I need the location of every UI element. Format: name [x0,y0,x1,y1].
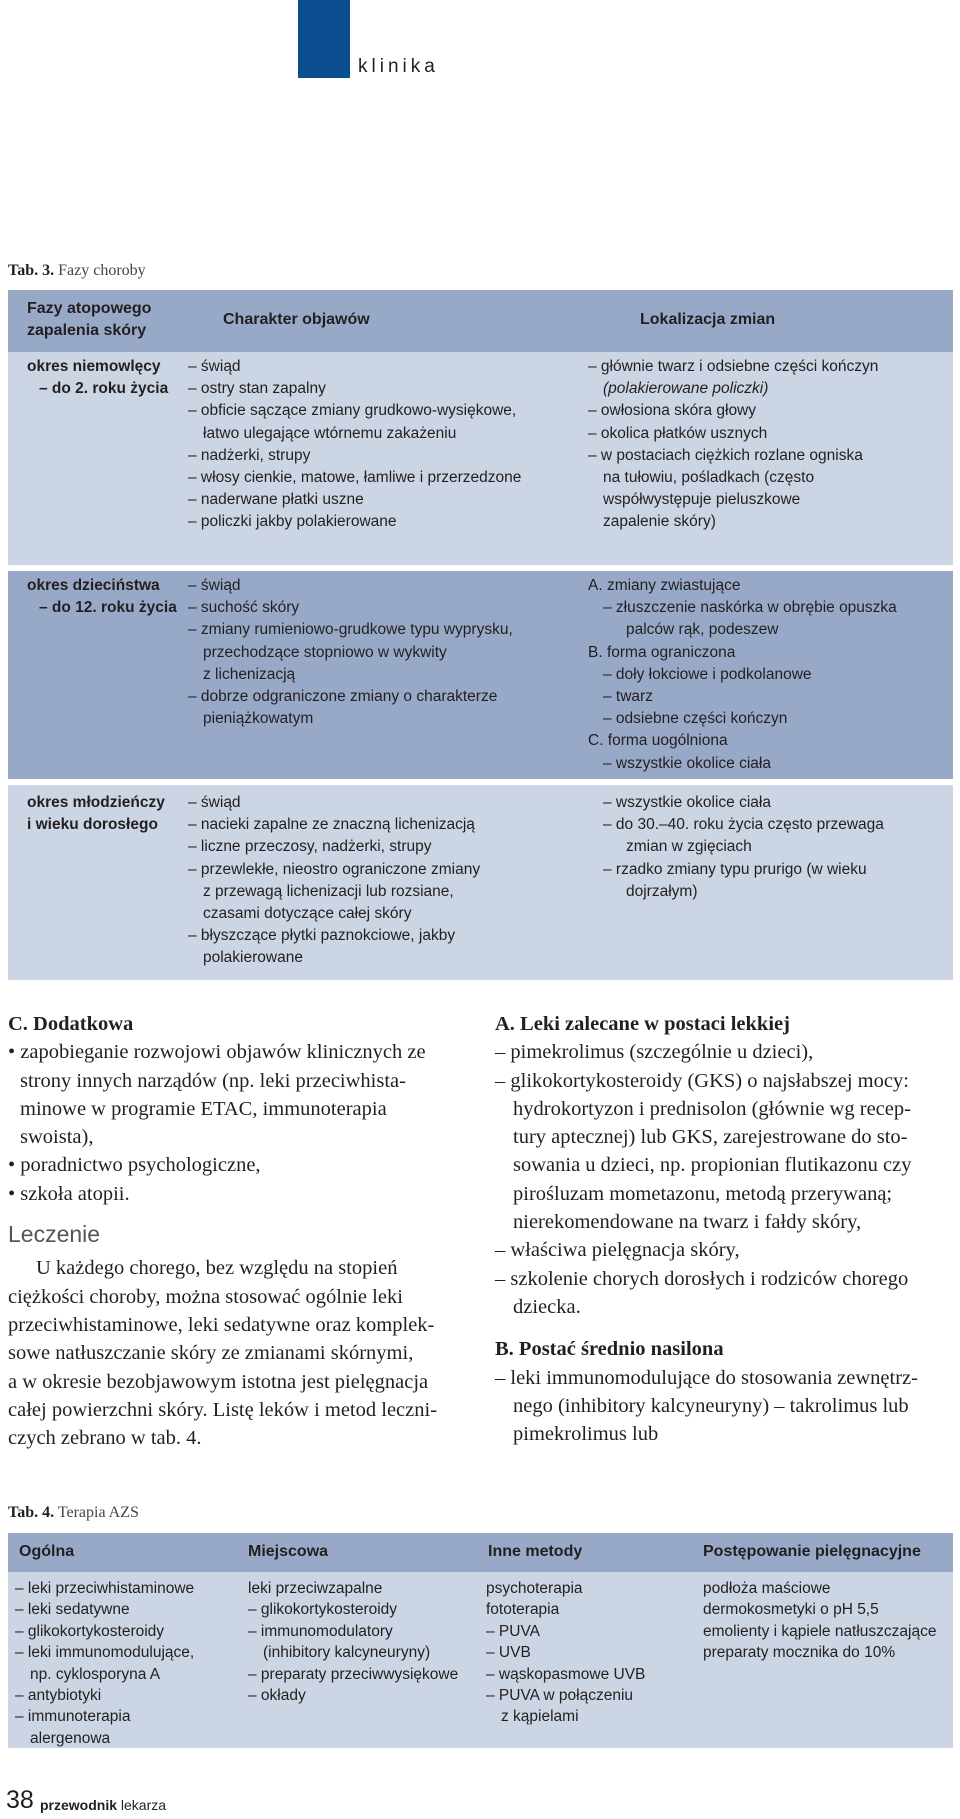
bullet-line: • zapobieganie rozwojowi objawów klinicznych ze [8,1041,426,1064]
location-line: – wszystkie okolice ciała [603,754,771,772]
table3-caption-label: Tab. 3. [8,262,55,279]
location-line: – rzadko zmiany typu prurigo (w wieku [603,860,867,878]
location-line: – odsiebne części kończyn [603,710,788,728]
table3-caption-title: Fazy choroby [58,262,146,279]
symptoms-cell [188,792,588,970]
location-line: – głównie twarz i odsiebne części kończyn [588,358,879,375]
symptom-line: – przewlekłe, nieostro ograniczone zmiany [188,860,481,878]
cell-line: – immunoterapia [15,1708,131,1726]
cell-line: – okłady [248,1687,306,1705]
symptom-line: z przewagą lichenizacji lub rozsiane, [203,882,454,900]
table4-caption-label: Tab. 4. [8,1504,55,1521]
cell-line: – leki sedatywne [15,1601,130,1619]
cell-line: – antybiotyki [15,1687,102,1705]
journal-title-bold: przewodnik [40,1797,118,1813]
cell-line: – leki przeciwhistaminowe [15,1580,195,1597]
table4-therapy [8,1533,953,1748]
cell-line: (inhibitory kalcyneuryny) [263,1644,431,1662]
symptom-line: – obficie sączące zmiany grudkowo-wysiękowe, [188,402,517,420]
table4-caption-title: Terapia AZS [57,1504,139,1521]
phase-line: – do 12. roku życia [39,599,177,617]
location-line: – twarz [603,688,653,706]
phase-line: i wieku dorosłego [27,816,158,834]
col-header-location: Lokalizacja zmian [640,311,776,328]
table4-caption [8,1504,139,1522]
col-header-phase-line: zapalenia skóry [27,322,147,339]
symptom-line: – świąd [188,358,241,375]
col-header-other: Inne metody [488,1543,583,1560]
paragraph-line: całej powierzchni skóry. Listę leków i metod leczni- [8,1398,438,1421]
bullet-line: strony innych narządów (np. leki przeciwhista- [20,1069,406,1092]
location-line: – do 30.–40. roku życia często przewaga [603,816,884,834]
location-line: dojrzałym) [626,882,698,900]
location-cell [588,356,953,534]
symptom-line: polakierowane [203,949,303,967]
symptom-line: przechodzące stopniowo w wykwity [203,643,447,661]
symptom-line: – ostry stan zapalny [188,380,326,398]
col-header-general: Ogólna [19,1543,75,1560]
col-general [15,1578,194,1749]
phase-cell [27,792,197,836]
list-line: – leki immunomodulujące do stosowania zewnętrz- [495,1366,918,1389]
paragraph-line: przeciwhistaminowe, leki sedatywne oraz komplek- [8,1313,435,1336]
symptom-line: pieniążkowatym [203,710,314,728]
page-number: 38 [6,1786,34,1814]
location-line: A. zmiany zwiastujące [588,577,741,594]
row-separator [8,779,953,785]
symptom-line: – zmiany rumieniowo-grudkowe typu wyprysku, [188,621,513,639]
location-line: – w postaciach ciężkich rozlane ogniska [588,446,863,464]
list-line: sowania u dzieci, np. propionian flutikazonu czy [513,1154,912,1177]
location-line: C. forma uogólniona [588,732,728,750]
paragraph-line: a w okresie bezobjawowym istotna jest pielęgnacja [8,1370,429,1393]
cell-line: np. cyklosporyna A [30,1665,161,1683]
phase-line: okres dzieciństwa [27,577,160,594]
symptom-line: – świąd [188,794,241,811]
phase-line: – do 2. roku życia [39,380,169,398]
location-line: – owłosiona skóra głowy [588,402,757,420]
paragraph-line: sowe natłuszczanie skóry ze zmianami skórnymi, [8,1342,414,1365]
location-cell [588,575,953,775]
symptom-line: – suchość skóry [188,599,300,617]
list-line: hydrokortyzon i prednisolon (głównie wg recep- [513,1097,911,1120]
cell-line: – wąskopasmowe UVB [486,1665,646,1683]
symptom-line: – liczne przeczosy, nadżerki, strupy [188,838,432,856]
list-line: – szkolenie chorych dorosłych i rodziców chorego [495,1267,909,1290]
cell-line: – glikokortykosteroidy [15,1622,165,1640]
paragraph-line: czych zebrano w tab. 4. [8,1427,202,1450]
bullet-line: • poradnictwo psychologiczne, [8,1154,261,1177]
symptom-line: – nacieki zapalne ze znaczną lichenizacją [188,816,475,834]
cell-line: – leki immunomodulujące, [15,1644,195,1662]
cell-line: – preparaty przeciwwysiękowe [248,1665,459,1683]
list-line: – pimekrolimus (szczególnie u dzieci), [495,1041,814,1064]
col-care [703,1578,936,1664]
journal-title [40,1797,166,1813]
cell-line: fototerapia [486,1601,560,1619]
list-line: pimekrolimus lub [513,1423,659,1446]
heading-moderate: B. Postać średnio nasilona [495,1338,724,1361]
list-line: – właściwa pielęgnacja skóry, [495,1239,740,1262]
cell-line: z kąpielami [501,1708,579,1726]
list-line: nego (inhibitory kalcyneuryny) – takrolimus lub [513,1394,909,1417]
cell-line: – glikokortykosteroidy [248,1601,398,1619]
symptom-line: – naderwane płatki uszne [188,491,364,509]
symptom-line: – dobrze odgraniczone zmiany o charakterze [188,688,498,706]
location-line: – wszystkie okolice ciała [603,794,771,811]
location-line: na tułowiu, pośladkach (często [603,469,815,487]
symptoms-cell [188,575,588,730]
cell-line: alergenowa [30,1729,111,1747]
location-line: współwystępuje pieluszkowe [603,491,801,509]
symptoms-cell [188,356,588,534]
col-header-local: Miejscowa [248,1543,329,1560]
location-cell [588,792,953,903]
col-local [248,1578,458,1706]
symptom-line: czasami dotyczące całej skóry [203,905,412,923]
phase-cell [27,356,197,400]
col-other [486,1578,645,1728]
col-header-phase-line: Fazy atopowego [27,300,152,317]
location-line: B. forma ograniczona [588,643,736,661]
col-header-care: Postępowanie pielęgnacyjne [703,1543,921,1560]
symptom-line: – włosy cienkie, matowe, łamliwe i przerzedzone [188,469,522,487]
paragraph-line: ciężkości choroby, można stosować ogólnie leki [8,1285,403,1308]
table3-caption [8,262,146,280]
location-line: – doły łokciowe i podkolanowe [603,665,812,683]
col-header-phase [27,298,151,342]
bullet-line: • szkoła atopii. [8,1182,130,1205]
paragraph-line: U każdego chorego, bez względu na stopień [36,1257,398,1280]
table3-header [8,290,953,352]
location-line: zmian w zgięciach [626,838,752,856]
cell-line: – immunomodulatory [248,1622,393,1640]
location-line: – złuszczenie naskórka w obrębie opuszka [603,599,897,617]
heading-mild: A. Leki zalecane w postaci lekkiej [495,1013,790,1035]
journal-title-rest: lekarza [117,1797,167,1813]
cell-line: emolienty i kąpiele natłuszczające [703,1622,937,1640]
location-line: zapalenie skóry) [603,513,716,531]
table3-phases [8,290,953,980]
cell-line: – PUVA w połączeniu [486,1687,634,1705]
symptom-line: – błyszczące płytki paznokciowe, jakby [188,927,456,945]
list-line: dziecka. [513,1295,581,1318]
left-column [8,1010,473,1452]
col-header-symptoms: Charakter objawów [223,311,370,328]
bullet-line: minowe w programie ETAC, immunoterapia [20,1097,387,1120]
symptom-line: – nadżerki, strupy [188,446,311,464]
cell-line: podłoża maściowe [703,1580,831,1597]
cell-line: – UVB [486,1644,531,1662]
cell-line: – PUVA [486,1622,540,1640]
symptom-line: – policzki jakby polakierowane [188,513,397,531]
location-line: – okolica płatków usznych [588,424,768,442]
symptom-line: z lichenizacją [203,665,296,683]
phase-line: okres niemowlęcy [27,358,161,375]
cell-line: preparaty mocznika do 10% [703,1644,896,1662]
right-column [495,1010,955,1448]
cell-line: dermokosmetyki o pH 5,5 [703,1601,879,1619]
list-line: pirośluzam mometazonu, metodą przerywaną; [513,1182,893,1205]
heading-treatment: Leczenie [8,1221,101,1248]
cell-line: leki przeciwzapalne [248,1580,383,1597]
symptom-line: – świąd [188,577,241,594]
table4-header [8,1533,953,1572]
bullet-line: swoista), [20,1126,94,1149]
location-line: palców rąk, podeszew [626,621,779,639]
list-line: nierekomendowane na twarz i fałdy skóry, [513,1211,862,1234]
symptom-line: łatwo ulegające wtórnemu zakażeniu [203,424,457,442]
section-label: klinika [358,56,439,77]
section-color-tab [298,0,350,78]
heading-additional: C. Dodatkowa [8,1013,134,1035]
list-line: tury aptecznej) lub GKS, zarejestrowane do sto- [513,1126,908,1149]
phase-line: okres młodzieńczy [27,794,165,811]
list-line: – glikokortykosteroidy (GKS) o najsłabszej mocy: [495,1069,909,1092]
phase-cell [27,575,197,619]
location-line: (polakierowane policzki) [603,380,769,398]
cell-line: psychoterapia [486,1580,583,1597]
